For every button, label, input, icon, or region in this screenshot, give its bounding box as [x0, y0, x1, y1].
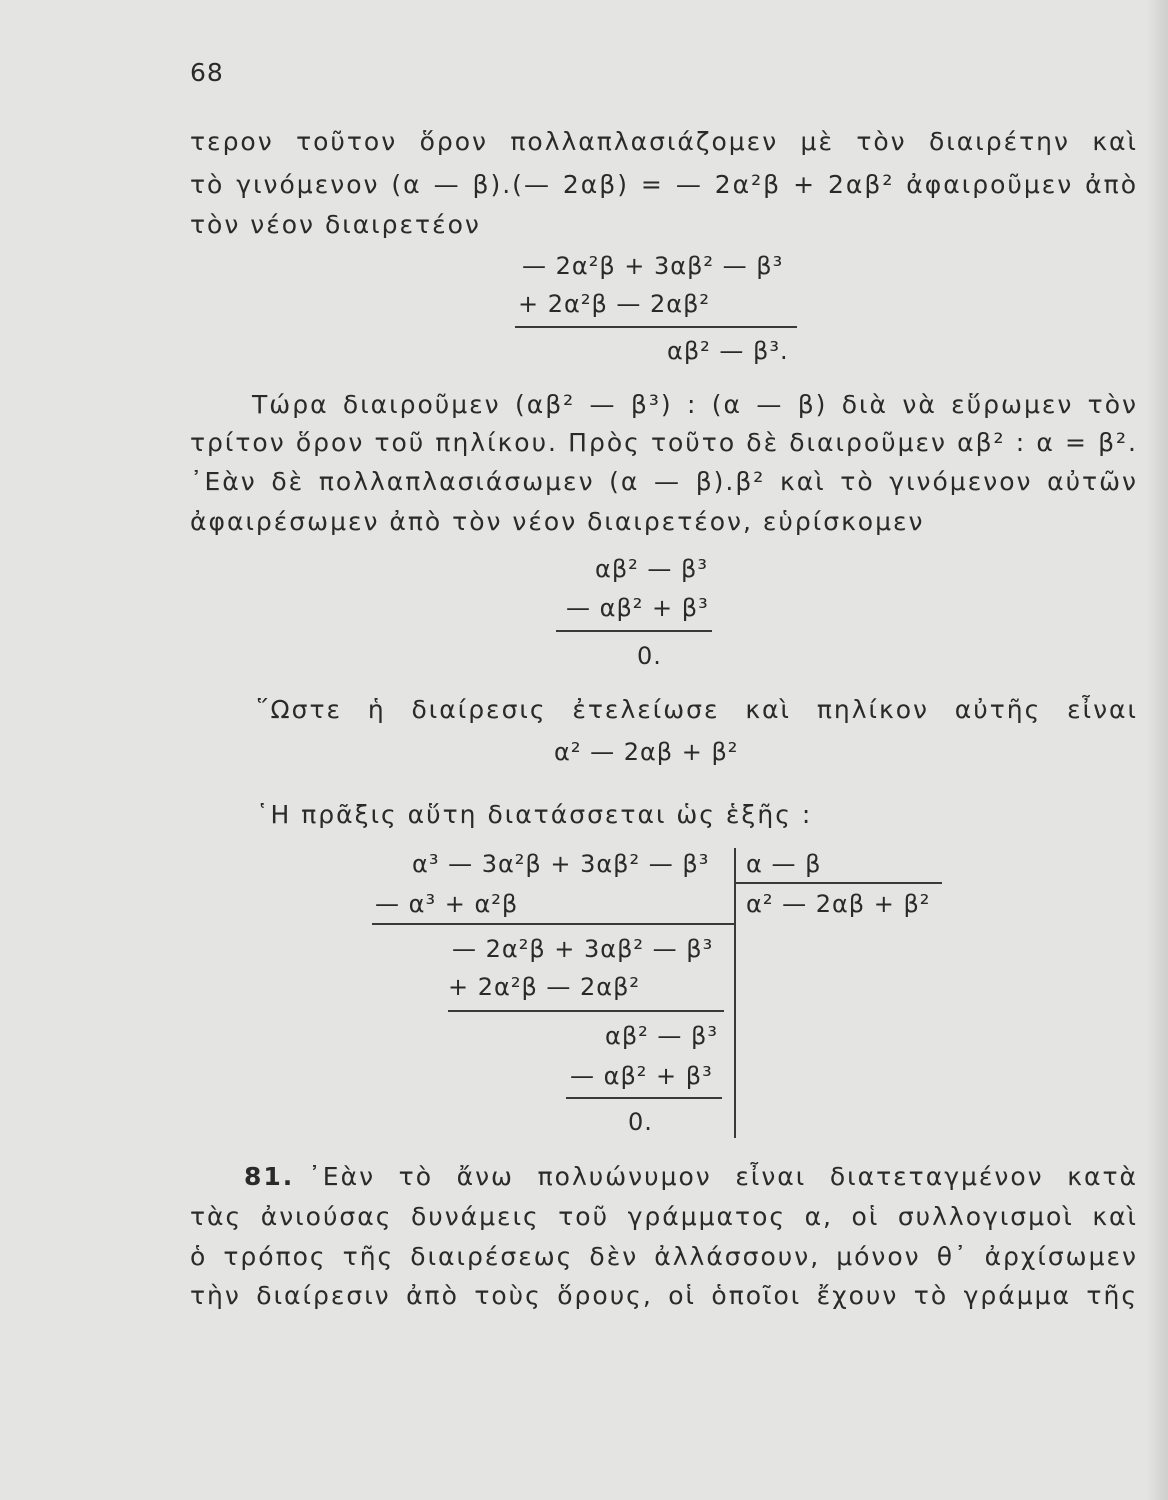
text-line: τὸ γινόμενον (α — β).(— 2αβ) = — 2α²β + 2αβ² ἀφαιροῦμεν ἀπὸ: [190, 170, 1138, 199]
division-rem2: αβ² — β³: [605, 1022, 718, 1050]
text-line: ὁ τρόπος τῆς διαιρέσεως δὲν ἀλλάσσουν, μόνον θ᾿ ἀρχίσωμεν: [190, 1242, 1138, 1271]
calc2-row1: αβ² — β³: [595, 555, 708, 583]
text-line: τὴν διαίρεσιν ἀπὸ τοὺς ὅρους, οἱ ὁποῖοι ἔχουν τὸ γράμμα τῆς: [190, 1281, 1138, 1310]
page-number: 68: [190, 58, 224, 87]
text-line: ᾿Εὰν τὸ ἄνω πολυώνυμον εἶναι διατεταγμένον κατὰ: [308, 1162, 1138, 1191]
division-sub3: — αβ² + β³: [570, 1062, 713, 1090]
text-line: ἀφαιρέσωμεν ἀπὸ τὸν νέον διαιρετέον, εὑρίσκομεν: [190, 507, 925, 536]
text-line: τὰς ἀνιούσας δυνάμεις τοῦ γράμματος α, οἱ συλλογισμοὶ καὶ: [190, 1202, 1138, 1231]
text-line: ᾿Εὰν δὲ πολλαπλασιάσωμεν (α — β).β² καὶ τὸ γινόμενον αὐτῶν: [190, 467, 1138, 496]
divisor-rule: [736, 882, 942, 884]
text-line: τὸν νέον διαιρετέον: [190, 210, 481, 239]
calc1-rule: [515, 326, 797, 328]
calc1-row1: — 2α²β + 3αβ² — β³: [522, 252, 784, 280]
calc1-row2: + 2α²β — 2αβ²: [518, 290, 711, 318]
text-line: τρίτον ὅρον τοῦ πηλίκου. Πρὸς τοῦτο δὲ διαιροῦμεν αβ² : α = β².: [190, 428, 1138, 457]
division-rule-2: [448, 1010, 724, 1012]
section-number: 81.: [244, 1162, 295, 1191]
page-edge-shadow: [1146, 0, 1168, 1500]
text-line: ῞Ωστε ἡ διαίρεσις ἐτελείωσε καὶ πηλίκον αὐτῆς εἶναι: [256, 695, 1138, 724]
calc2-rule: [556, 630, 712, 632]
text-line: Τώρα διαιροῦμεν (αβ² — β³) : (α — β) διὰ νὰ εὕρωμεν τὸν: [252, 390, 1138, 419]
division-vertical-rule: [734, 848, 736, 1138]
calc2-result: 0.: [637, 642, 662, 670]
calc2-row2: — αβ² + β³: [566, 594, 709, 622]
division-rule-1: [372, 923, 734, 925]
division-divisor: α — β: [746, 850, 822, 878]
division-dividend: α³ — 3α²β + 3αβ² — β³: [412, 850, 710, 878]
text-line: ῾Η πρᾶξις αὕτη διατάσσεται ὡς ἑξῆς :: [256, 800, 813, 829]
division-sub2: + 2α²β — 2αβ²: [448, 973, 641, 1001]
division-rule-3: [566, 1097, 722, 1099]
division-sub1: — α³ + α²β: [375, 890, 519, 918]
division-final: 0.: [628, 1108, 653, 1136]
quotient-line: α² — 2αβ + β²: [554, 738, 739, 766]
division-quotient: α² — 2αβ + β²: [746, 890, 931, 918]
calc1-result: αβ² — β³.: [667, 337, 789, 365]
section-first-line: [244, 1162, 1138, 1191]
text-line: τερον τοῦτον ὅρον πολλαπλασιάζομεν μὲ τὸν διαιρέτην καὶ: [190, 127, 1138, 156]
division-rem1: — 2α²β + 3αβ² — β³: [452, 935, 714, 963]
